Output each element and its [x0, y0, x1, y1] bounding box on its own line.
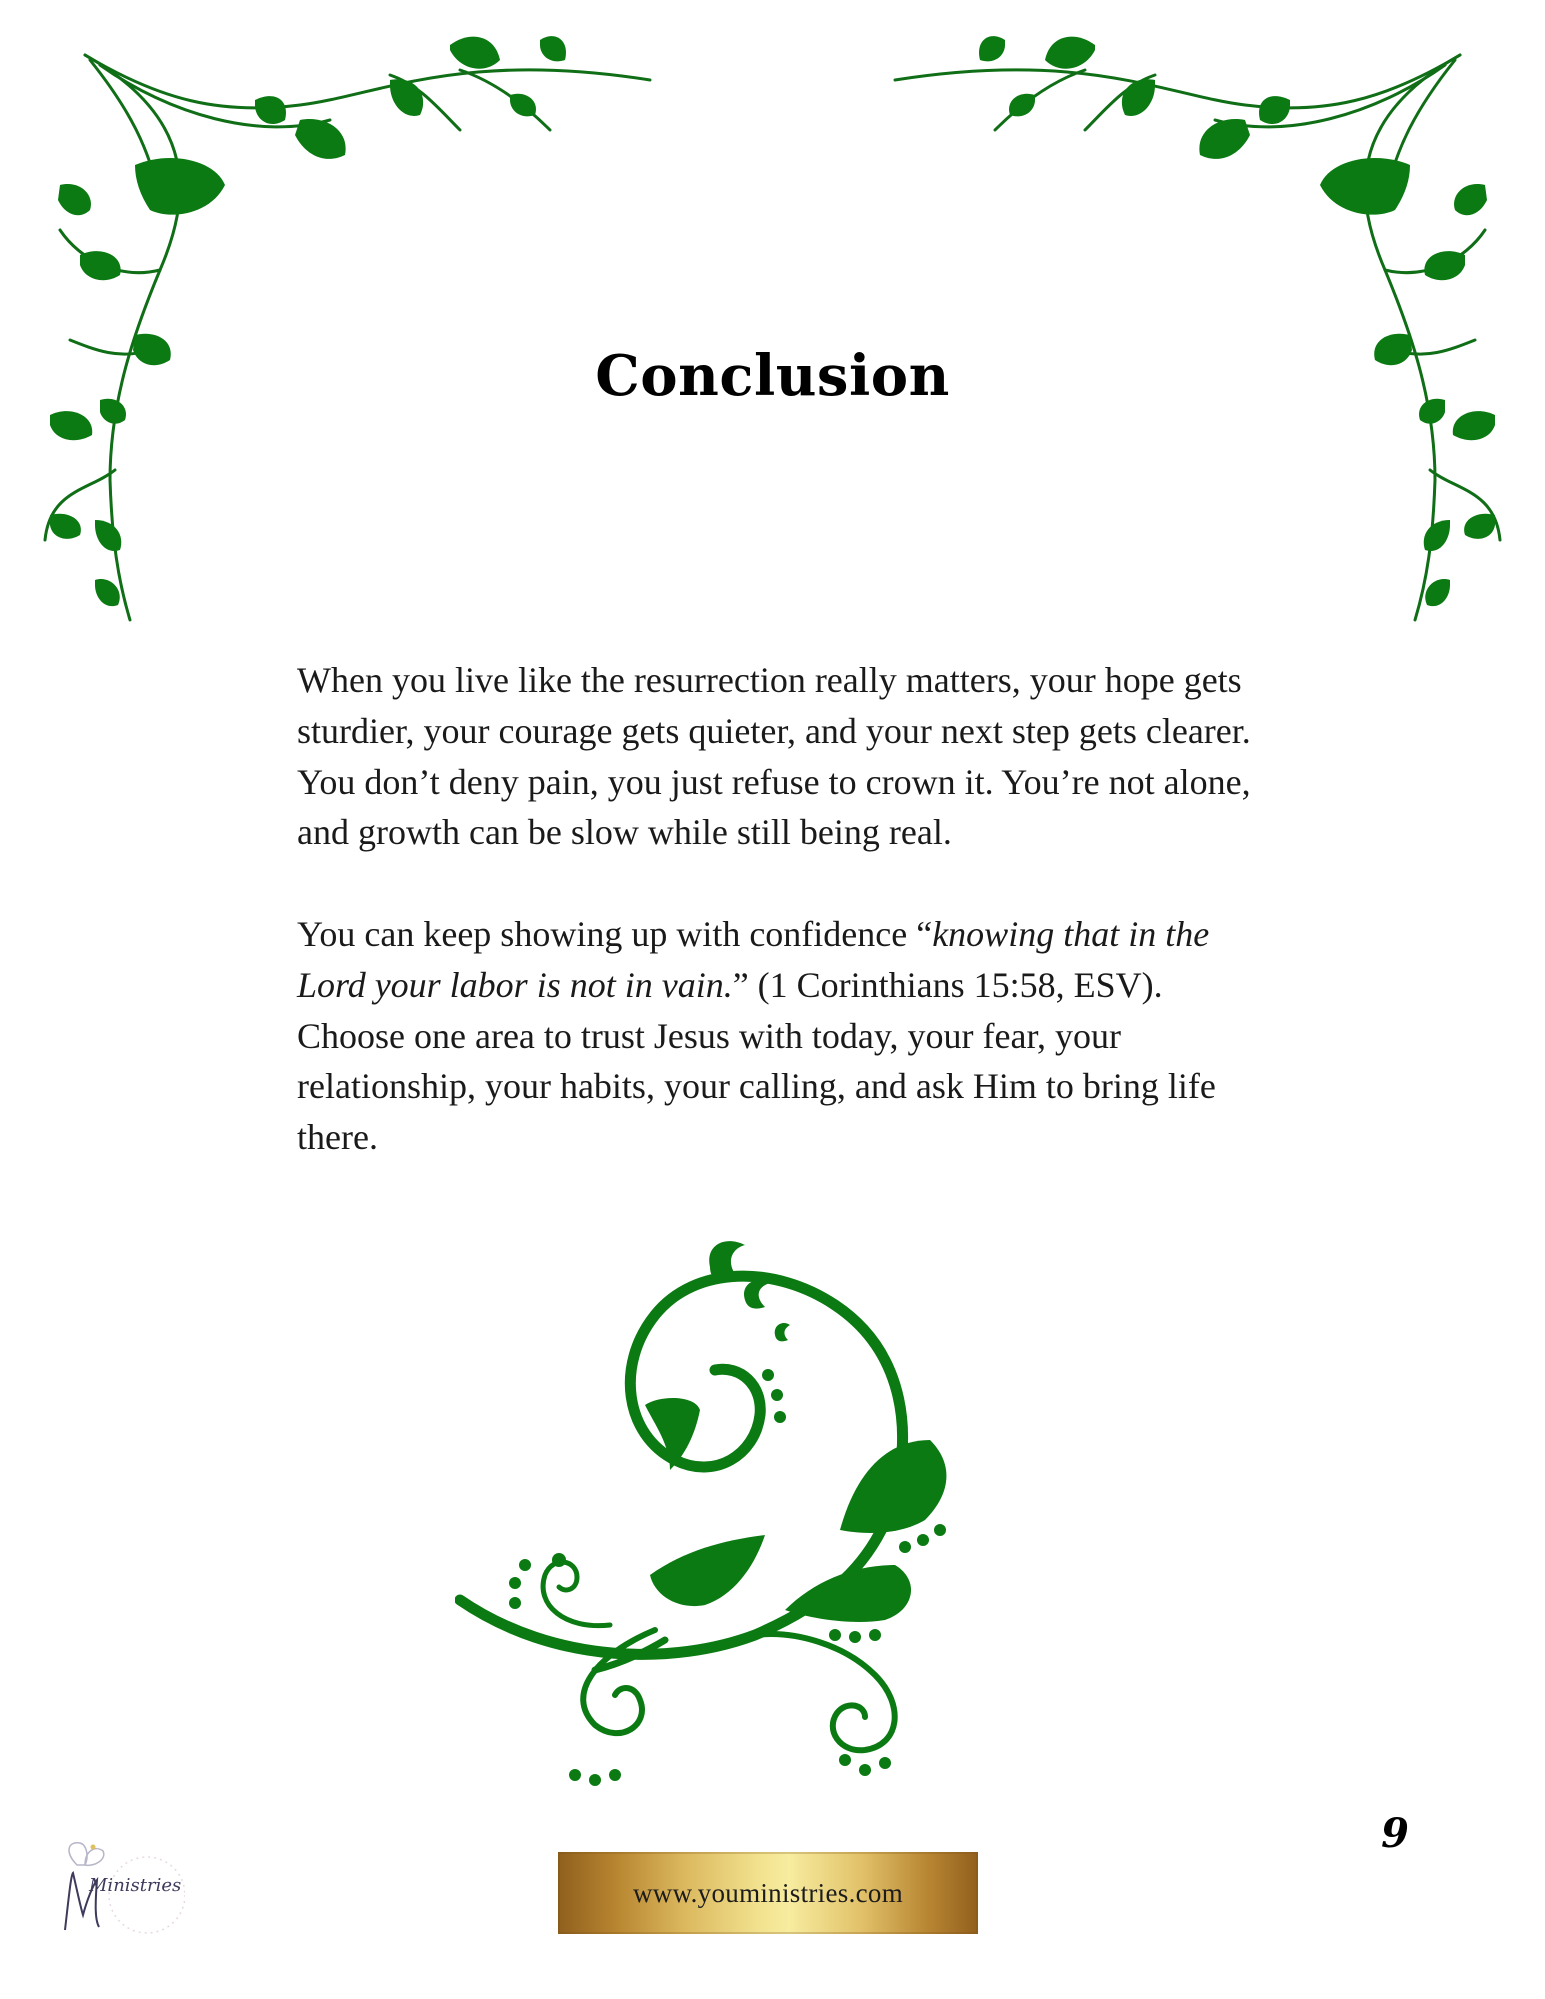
brand-logo — [55, 1835, 185, 1955]
page-number: 9 — [1381, 1810, 1409, 1857]
page-title: Conclusion — [595, 342, 950, 409]
paragraph-2-tail: ” (1 Corinthians 15:58, ESV). Choose one area to trust Jesus with today, your fear, your relationship, your habits, your calling, and ask Him to bring life there. — [297, 964, 1216, 1158]
paragraph-2 — [297, 909, 1257, 1163]
paragraph-1: When you live like the resurrection really matters, your hope gets sturdier, your courage gets quieter, and your next step gets clearer. You don’t deny pain, you just refuse to crown it. You’re not alone, and growth can be slow while still being real. — [297, 660, 1251, 853]
vine-corner-right-icon — [865, 20, 1505, 640]
logo-wordmark: Ministries — [89, 1875, 182, 1896]
swirl-ornament-icon — [455, 1235, 1095, 1795]
paragraph-2-lead: You can keep showing up with confidence “ — [297, 913, 933, 954]
website-link[interactable]: www.youministries.com — [632, 1877, 904, 1908]
footer-banner — [558, 1852, 978, 1934]
vine-corner-left-icon — [40, 20, 680, 640]
body-text — [297, 655, 1257, 1214]
scripture-quote: knowing that in the Lord your labor is not in vain. — [297, 913, 1210, 1005]
